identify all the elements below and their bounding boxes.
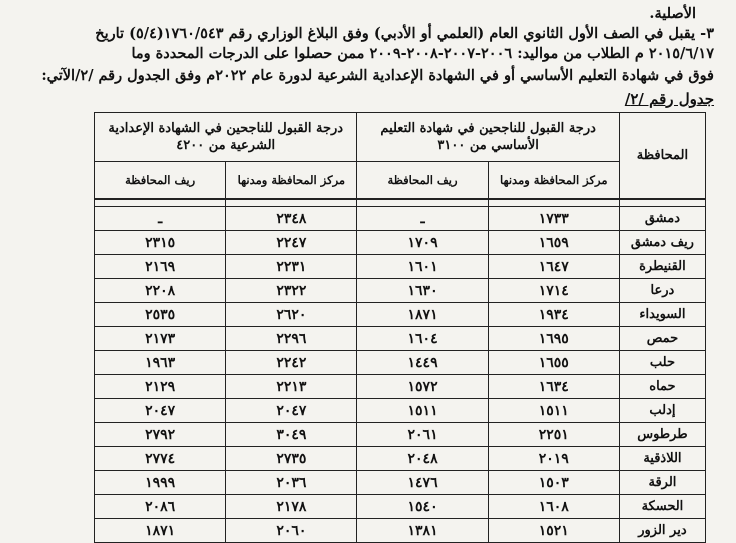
governorate-cell: دير الزور xyxy=(619,519,705,543)
sharia-center-cell: ٣٠٤٩ xyxy=(226,423,357,447)
governorate-cell: السويداء xyxy=(619,303,705,327)
table-row xyxy=(95,255,706,279)
sharia-center-cell: ٢٢١٣ xyxy=(226,375,357,399)
basic-center-cell: ١٦٣٤ xyxy=(488,375,619,399)
table-row xyxy=(95,207,706,231)
table-row xyxy=(95,495,706,519)
header-basic-certificate: درجة القبول للناجحين في شهادة التعليم الأساسي من ٣١٠٠ xyxy=(357,113,619,162)
sharia-center-cell: ٢٧٣٥ xyxy=(226,447,357,471)
sharia-center-cell: ٢٣٢٢ xyxy=(226,279,357,303)
basic-center-cell: ١٦٥٩ xyxy=(488,231,619,255)
sharia-rural-cell: ٢٣١٥ xyxy=(95,231,226,255)
sharia-center-cell: ٢٦٢٠ xyxy=(226,303,357,327)
table-row xyxy=(95,423,706,447)
governorate-cell: الحسكة xyxy=(619,495,705,519)
sharia-rural-cell: ٢٠٨٦ xyxy=(95,495,226,519)
subheader-sharia-center: مركز المحافظة ومدنها xyxy=(226,162,357,200)
subheader-basic-rural: ريف المحافظة xyxy=(357,162,488,200)
table-row xyxy=(95,447,706,471)
sharia-rural-cell: ٢٥٣٥ xyxy=(95,303,226,327)
basic-rural-cell: ـ xyxy=(357,207,488,231)
table-row xyxy=(95,471,706,495)
sharia-center-cell: ٢١٧٨ xyxy=(226,495,357,519)
sharia-rural-cell: ٢١٧٣ xyxy=(95,327,226,351)
subheader-sharia-rural: ريف المحافظة xyxy=(95,162,226,200)
table-row xyxy=(95,519,706,543)
sharia-center-cell: ٢٠٣٦ xyxy=(226,471,357,495)
governorate-cell: حمص xyxy=(619,327,705,351)
basic-rural-cell: ٢٠٦١ xyxy=(357,423,488,447)
sharia-rural-cell: ١٨٧١ xyxy=(95,519,226,543)
basic-rural-cell: ٢٠٤٨ xyxy=(357,447,488,471)
sharia-center-cell: ٢٠٦٠ xyxy=(226,519,357,543)
governorate-cell: درعا xyxy=(619,279,705,303)
header-governorate: المحافظة xyxy=(619,113,705,200)
basic-center-cell: ١٥٠٣ xyxy=(488,471,619,495)
basic-rural-cell: ١٥٤٠ xyxy=(357,495,488,519)
subheader-basic-center: مركز المحافظة ومدنها xyxy=(488,162,619,200)
basic-center-cell: ١٩٣٤ xyxy=(488,303,619,327)
basic-center-cell: ١٦٥٥ xyxy=(488,351,619,375)
basic-center-cell: ٢٢٥١ xyxy=(488,423,619,447)
basic-center-cell: ١٧١٤ xyxy=(488,279,619,303)
table-row xyxy=(95,279,706,303)
governorate-cell: إدلب xyxy=(619,399,705,423)
basic-rural-cell: ١٧٠٩ xyxy=(357,231,488,255)
table-row xyxy=(95,375,706,399)
governorate-cell: حماه xyxy=(619,375,705,399)
governorate-cell: ريف دمشق xyxy=(619,231,705,255)
sharia-center-cell: ٢٢٣١ xyxy=(226,255,357,279)
table-row xyxy=(95,351,706,375)
basic-center-cell: ١٦٠٨ xyxy=(488,495,619,519)
basic-center-cell: ١٦٤٧ xyxy=(488,255,619,279)
basic-rural-cell: ١٤٧٦ xyxy=(357,471,488,495)
basic-rural-cell: ١٨٧١ xyxy=(357,303,488,327)
paragraph-line-2: ٢٠١٥/٦/١٧ م الطلاب من مواليد: ٢٠٠٦-٢٠٠٧-٢٠٠٨-٢٠٠٩ ممن حصلوا على الدرجات المحددة وما xyxy=(131,45,714,62)
basic-rural-cell: ١٦٠١ xyxy=(357,255,488,279)
header-sharia-certificate: درجة القبول للناجحين في الشهادة الإعدادية الشرعية من ٤٢٠٠ xyxy=(95,113,357,162)
sharia-rural-cell: ٢٠٤٧ xyxy=(95,399,226,423)
sharia-rural-cell: ٢٧٩٢ xyxy=(95,423,226,447)
table-row xyxy=(95,399,706,423)
paragraph-line-3: فوق في شهادة التعليم الأساسي أو في الشهادة الإعدادية الشرعية لدورة عام ٢٠٢٢م وفق الجدول رقم /٢/الآتي: xyxy=(41,67,714,84)
sharia-center-cell: ٢٢٤٢ xyxy=(226,351,357,375)
basic-rural-cell: ١٣٨١ xyxy=(357,519,488,543)
table-body xyxy=(95,199,706,543)
table-row xyxy=(95,231,706,255)
governorate-cell: حلب xyxy=(619,351,705,375)
sharia-rural-cell: ٢٧٧٤ xyxy=(95,447,226,471)
sharia-center-cell: ٢٠٤٧ xyxy=(226,399,357,423)
basic-rural-cell: ١٦٠٤ xyxy=(357,327,488,351)
sharia-rural-cell: ١٩٦٣ xyxy=(95,351,226,375)
table-row xyxy=(95,327,706,351)
governorate-cell: الرقة xyxy=(619,471,705,495)
sharia-rural-cell: ٢١٦٩ xyxy=(95,255,226,279)
sharia-rural-cell: ٢١٢٩ xyxy=(95,375,226,399)
table-spacer-row xyxy=(95,199,706,207)
admission-table xyxy=(94,112,706,543)
table-row xyxy=(95,303,706,327)
sharia-center-cell: ٢٣٤٨ xyxy=(226,207,357,231)
basic-rural-cell: ١٤٤٩ xyxy=(357,351,488,375)
sharia-rural-cell: ١٩٩٩ xyxy=(95,471,226,495)
governorate-cell: القنيطرة xyxy=(619,255,705,279)
basic-center-cell: ١٦٩٥ xyxy=(488,327,619,351)
paragraph-line-1: ٣- يقبل في الصف الأول الثانوي العام (العلمي أو الأدبي) وفق البلاغ الوزاري رقم ١٧٦٠/٥٤٣(٥/٤) تاريخ xyxy=(95,25,714,42)
basic-center-cell: ١٥٢١ xyxy=(488,519,619,543)
basic-rural-cell: ١٥٧٢ xyxy=(357,375,488,399)
sharia-center-cell: ٢٢٤٧ xyxy=(226,231,357,255)
basic-rural-cell: ١٦٣٠ xyxy=(357,279,488,303)
basic-rural-cell: ١٥١١ xyxy=(357,399,488,423)
sharia-center-cell: ٢٢٩٦ xyxy=(226,327,357,351)
governorate-cell: اللاذقية xyxy=(619,447,705,471)
table-caption: جدول رقم /٢/ xyxy=(624,90,714,108)
basic-center-cell: ١٥١١ xyxy=(488,399,619,423)
sharia-rural-cell: ـ xyxy=(95,207,226,231)
sharia-rural-cell: ٢٢٠٨ xyxy=(95,279,226,303)
basic-center-cell: ١٧٣٣ xyxy=(488,207,619,231)
intro-line: الأصلية. xyxy=(649,5,696,22)
governorate-cell: دمشق xyxy=(619,207,705,231)
governorate-cell: طرطوس xyxy=(619,423,705,447)
basic-center-cell: ٢٠١٩ xyxy=(488,447,619,471)
